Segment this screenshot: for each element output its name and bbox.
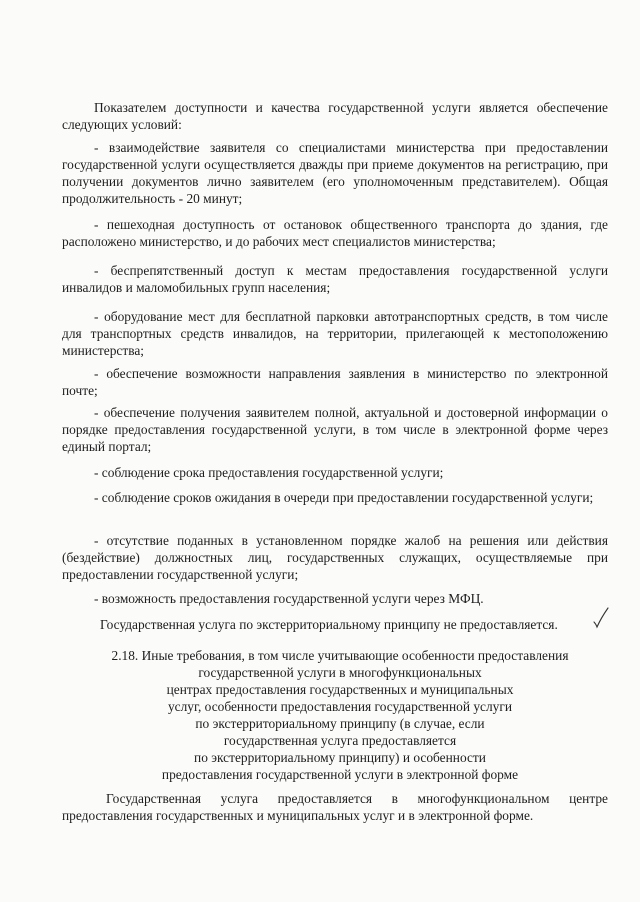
- paragraph-extraterritorial: Государственная услуга по экстерриториальному принципу не предоставляется.: [100, 617, 558, 632]
- heading-line-1: 2.18. Иные требования, в том числе учитывающие особенности предоставления: [111, 648, 569, 663]
- paragraph-item-8: - соблюдение сроков ожидания в очереди при предоставлении государственной услуги;: [94, 490, 594, 505]
- section-heading-2-18: [88, 647, 592, 783]
- mfc-line-1: Государственная услуга предоставляется в многофункциональном центре: [106, 791, 608, 806]
- heading-line-5: по экстерриториальному принципу (в случае, если: [195, 716, 485, 731]
- paragraph-item-6: - обеспечение получения заявителем полной, актуальной и достоверной информации о порядке предоставления государственной услуги, в том числе в электронной форме через единый портал;: [62, 405, 608, 454]
- paragraph-intro: Показателем доступности и качества государственной услуги является обеспечение следующих условий:: [62, 100, 608, 132]
- paragraph-item-2: - пешеходная доступность от остановок общественного транспорта до здания, где расположено министерство, и до рабочих мест специалистов министерства;: [62, 217, 608, 249]
- heading-line-3: центрах предоставления государственных и муниципальных: [166, 682, 514, 697]
- heading-line-4: услуг, особенности предоставления государственной услуги: [167, 699, 513, 714]
- paragraph-item-1: - взаимодействие заявителя со специалистами министерства при предоставлении государственной услуги осуществляется дважды при приеме документов на регистрацию, при получении документов лично заявителем (его уполномоченным представителем). Общая продолжительность - 20 минут;: [62, 140, 608, 206]
- heading-line-8: предоставления государственной услуги в электронной форме: [161, 767, 519, 782]
- paragraph-item-4: - оборудование мест для бесплатной парковки автотранспортных средств, в том числе для транспортных средств инвалидов, на территории, прилегающей к местоположению министерства;: [62, 309, 608, 358]
- mfc-line-2: предоставления государственных и муниципальных услуг и в электронной форме.: [62, 808, 534, 823]
- heading-line-7: по экстерриториальному принципу) и особенности: [194, 750, 486, 765]
- paragraph-item-7: - соблюдение срока предоставления государственной услуги;: [94, 465, 444, 480]
- paragraph-item-3: - беспрепятственный доступ к местам предоставления государственной услуги инвалидов и маломобильных групп населения;: [62, 263, 608, 295]
- paragraph-item-5: - обеспечение возможности направления заявления в министерство по электронной почте;: [62, 366, 608, 398]
- paragraph-item-9: - отсутствие поданных в установленном порядке жалоб на решения или действия (бездействие) должностных лиц, государственных служащих, осуществляемые при предоставлении государственной услуги;: [62, 533, 608, 582]
- heading-line-2: государственной услуги в многофункциональных: [198, 665, 482, 680]
- heading-line-6: государственная услуга предоставляется: [223, 733, 457, 748]
- paragraph-item-10: - возможность предоставления государственной услуги через МФЦ.: [94, 591, 484, 606]
- handwritten-check-mark: [591, 606, 611, 630]
- paragraph-mfc: [62, 790, 608, 824]
